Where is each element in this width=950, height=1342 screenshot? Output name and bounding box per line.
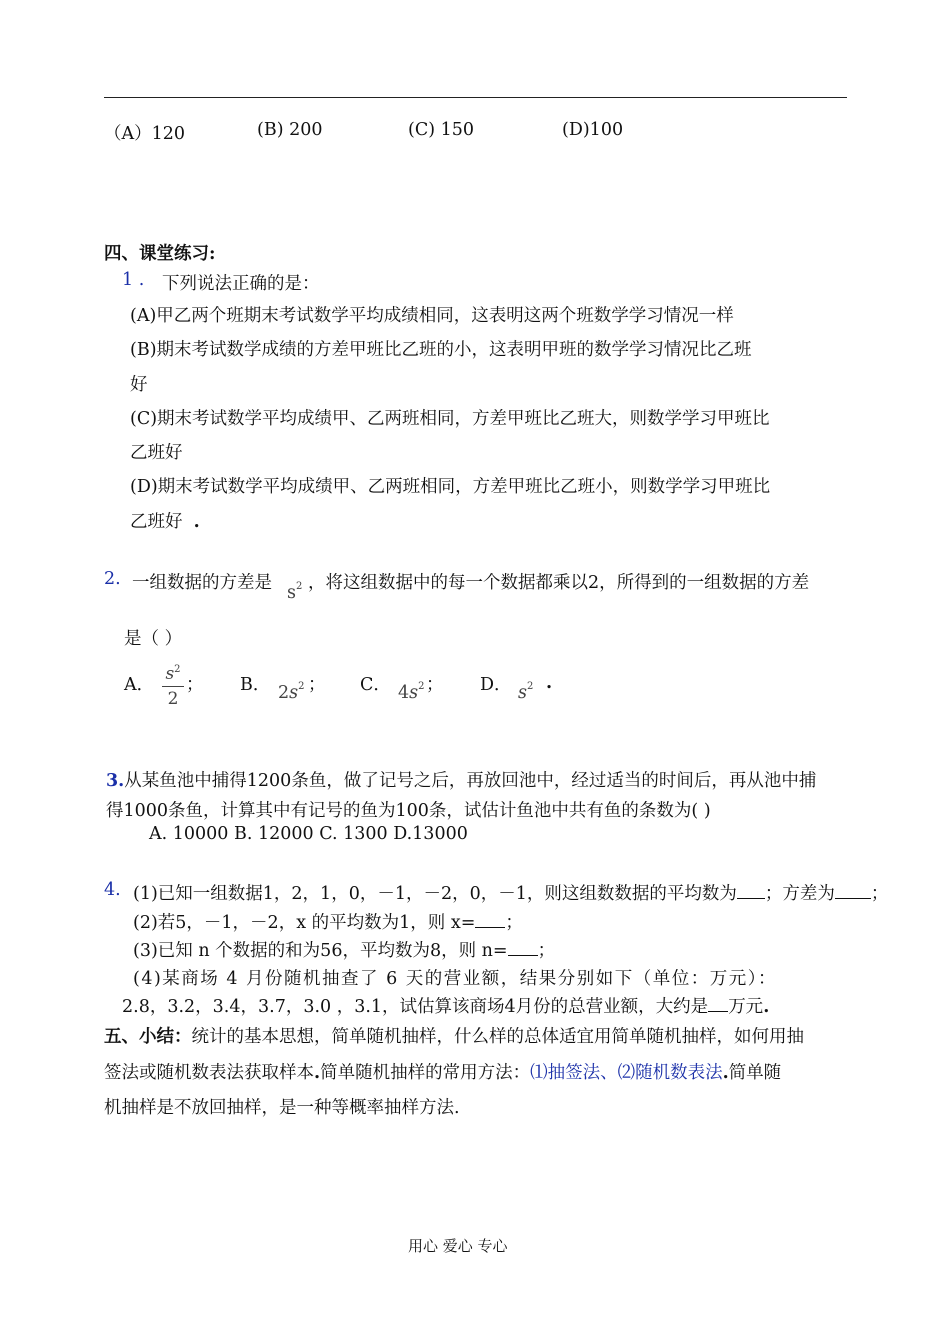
page-footer: 用心 爱心 专心 xyxy=(408,1237,508,1255)
q1-option-b-line1: (B)期末考试数学成绩的方差甲班比乙班的小，这表明甲班的数学学习情况比乙班 xyxy=(130,340,752,360)
q2-option-d-label: D． xyxy=(480,675,512,695)
q1-option-c-line1: (C)期末考试数学平均成绩甲、乙两班相同，方差甲班比乙班大，则数学学习甲班比 xyxy=(130,409,770,429)
q3-line1: 3.从某鱼池中捕得1200条鱼，做了记号之后，再放回池中，经过适当的时间后，再从池中捕 xyxy=(106,771,817,791)
q2-option-b-label: B． xyxy=(240,675,271,695)
q2-number: 2. xyxy=(104,569,121,589)
q2-option-a-fraction: $s^2$ 2 xyxy=(162,664,184,709)
q2-option-b-value: $2s^2$ xyxy=(278,681,305,703)
q4-number: 4. xyxy=(104,880,121,900)
section5-line1: 五、小结：统计的基本思想，简单随机抽样，什么样的总体适宜用简单随机抽样，如何用抽 xyxy=(104,1027,804,1047)
q2-option-c-value: $4s^2$ xyxy=(398,681,425,703)
q4-part3: (3)已知 n 个数据的和为56，平均数为8，则 n= ； xyxy=(133,941,556,961)
q2-end-dot: . xyxy=(546,673,553,693)
option-c: (C) 150 xyxy=(408,120,475,140)
q4-part4-line1: (4)某商场 4 月份随机抽查了 6 天的营业额，结果分别如下（单位：万元）： xyxy=(133,969,778,989)
header-rule xyxy=(104,97,847,98)
q1-number: 1 . xyxy=(122,270,145,290)
q2-line2: 是（ ） xyxy=(124,629,183,649)
q1-stem: 下列说法正确的是： xyxy=(162,274,320,294)
q4-part2: (2)若5，－1，－2，x 的平均数为1，则 x= ； xyxy=(133,913,523,933)
q1-option-d-line1: (D)期末考试数学平均成绩甲、乙两班相同，方差甲班比乙班小，则数学学习甲班比 xyxy=(130,477,771,497)
q2-option-a-label: A． xyxy=(124,675,155,695)
q2-option-c-semi: ； xyxy=(426,675,444,695)
q1-option-a: (A)甲乙两个班期末考试数学平均成绩相同，这表明这两个班数学学习情况一样 xyxy=(130,306,734,326)
q1-option-c-line2: 乙班好 xyxy=(130,443,183,463)
q3-line2: 得1000条鱼，计算其中有记号的鱼为100条，试估计鱼池中共有鱼的条数为( ) xyxy=(106,801,711,821)
q2-option-b-semi: ； xyxy=(308,675,326,695)
q2-variance-symbol: $s^2$ xyxy=(287,581,303,603)
section5-line2: 签法或随机数表法获取样本.简单随机抽样的常用方法：⑴抽签法、⑵随机数表法.简单随 xyxy=(104,1063,782,1083)
q2-option-a-semi: ； xyxy=(186,675,204,695)
option-d: (D)100 xyxy=(562,120,624,140)
q1-option-b-line2: 好 xyxy=(130,375,148,395)
section4-heading: 四、课堂练习: xyxy=(104,244,216,264)
q2-option-d-value: $s^2$ xyxy=(518,681,534,703)
option-a: （A）120 xyxy=(104,124,186,144)
q4-part4-line2: 2.8，3.2，3.4，3.7，3.0 ，3.1，试估算该商场4月份的总营业额，大约是 万元. xyxy=(122,997,770,1017)
section5-line3: 机抽样是不放回抽样，是一种等概率抽样方法. xyxy=(104,1098,460,1118)
option-b: (B) 200 xyxy=(257,120,323,140)
q3-options: A. 10000 B. 12000 C. 1300 D.13000 xyxy=(149,824,468,844)
q2-text-before: 一组数据的方差是 xyxy=(132,573,272,593)
q2-option-c-label: C． xyxy=(360,675,391,695)
q2-text-after: ，将这组数据中的每一个数据都乘以2，所得到的一组数据的方差 xyxy=(308,573,810,593)
q1-option-d-line2: 乙班好 . xyxy=(130,512,200,532)
q4-part1: (1)已知一组数据1，2，1，0，－1，－2，0，－1，则这组数数据的平均数为 ；方差为 ； xyxy=(133,884,889,904)
